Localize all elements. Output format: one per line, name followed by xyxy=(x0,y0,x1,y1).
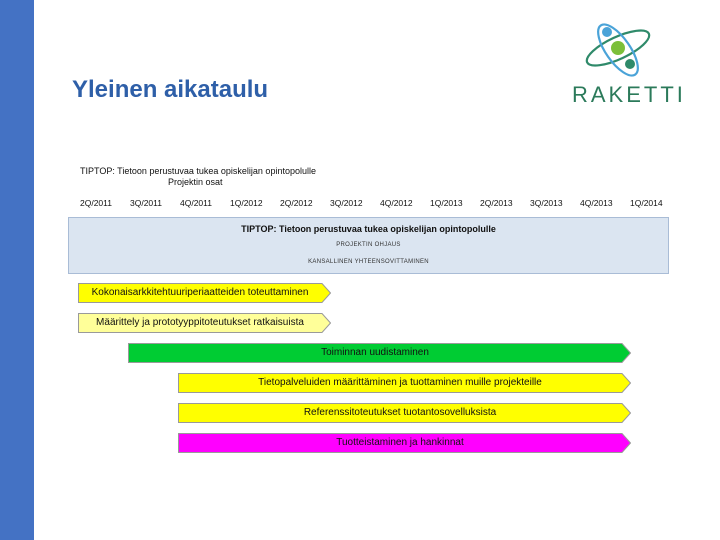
quarter-axis xyxy=(70,198,670,212)
timeline-bar-label: Referenssitoteutukset tuotantosovelluksista xyxy=(303,407,497,418)
timeline-bar-label: Määrittely ja prototyyppitoteutukset ratkaisuista xyxy=(96,317,304,328)
tiptop-box-title: TIPTOP: Tietoon perustuvaa tukea opiskelijan opintopolulle xyxy=(241,224,496,234)
timeline-bar-label: Toiminnan uudistaminen xyxy=(321,347,429,358)
logo-wordmark: RAKETTI xyxy=(572,82,686,107)
timeline-bar xyxy=(78,283,331,303)
timeline-bar-label: Tietopalveluiden määrittäminen ja tuottaminen muille projekteille xyxy=(258,377,542,388)
quarter-label: 4Q/2011 xyxy=(180,198,212,208)
quarter-label: 2Q/2012 xyxy=(280,198,313,208)
tiptop-box-line1: PROJEKTIN OHJAUS xyxy=(336,242,401,248)
tiptop-box-line2: KANSALLINEN YHTEENSOVITTAMINEN xyxy=(308,259,429,265)
quarter-label: 3Q/2011 xyxy=(130,198,162,208)
timeline-bar-label: Kokonaisarkkitehtuuriperiaatteiden toteuttaminen xyxy=(91,287,309,298)
quarter-label: 4Q/2012 xyxy=(380,198,413,208)
quarter-label: 2Q/2013 xyxy=(480,198,513,208)
slide-accent-bar xyxy=(0,0,34,540)
timeline-bar xyxy=(178,403,631,423)
quarter-label: 3Q/2012 xyxy=(330,198,363,208)
quarter-label: 4Q/2013 xyxy=(580,198,613,208)
timeline-bar xyxy=(128,343,631,363)
timeline-bar-label: Tuotteistaminen ja hankinnat xyxy=(336,437,464,448)
project-title: TIPTOP: Tietoon perustuvaa tukea opiskelijan opintopolulle xyxy=(80,166,316,176)
quarter-label: 1Q/2014 xyxy=(630,198,663,208)
slide-title: Yleinen aikataulu xyxy=(72,76,269,103)
quarter-label: 2Q/2011 xyxy=(80,198,112,208)
quarter-label: 3Q/2013 xyxy=(530,198,563,208)
timeline-bar xyxy=(178,373,631,393)
timeline-bar xyxy=(178,433,631,453)
quarter-label: 1Q/2012 xyxy=(230,198,263,208)
quarter-label: 1Q/2013 xyxy=(430,198,463,208)
project-subtitle: Projektin osat xyxy=(168,177,223,187)
tiptop-phase-box xyxy=(68,217,669,274)
timeline-bar xyxy=(78,313,331,333)
